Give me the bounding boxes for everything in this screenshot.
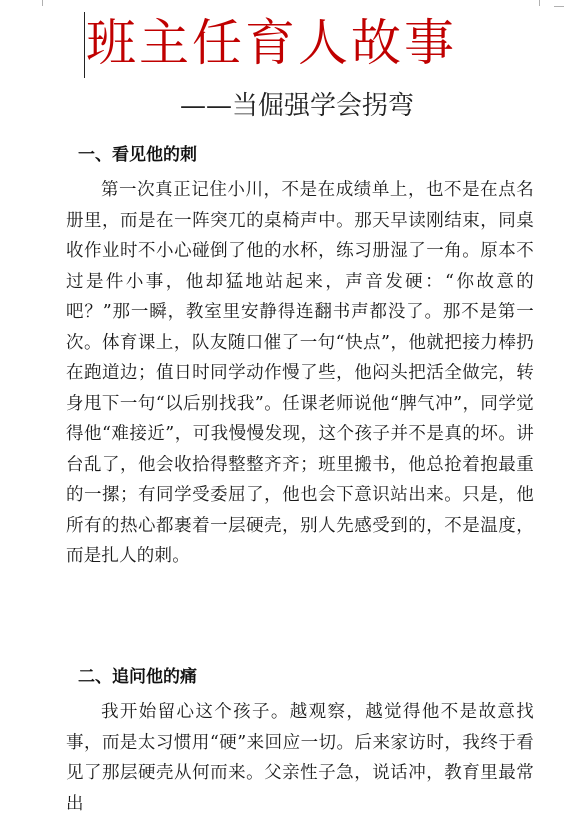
title-area[interactable] <box>72 8 502 78</box>
crop-mark-top-right <box>539 0 554 6</box>
document-title[interactable]: 班主任育人故事 <box>86 14 457 72</box>
text-cursor <box>84 12 85 78</box>
crop-mark-top-right-horizontal <box>554 6 564 7</box>
section-paragraph-2[interactable]: 我开始留心这个孩子。越观察，越觉得他不是故意找事，而是太习惯用“硬”来回应一切。后来家访时，我终于看见了那层硬壳从何而来。父亲性子急，说话冲，教育里最常出 <box>66 702 534 814</box>
section-heading-2[interactable]: 二、追问他的痛 <box>78 667 197 687</box>
crop-mark-top-left <box>28 0 43 6</box>
section-heading-1[interactable]: 一、看见他的刺 <box>78 145 197 165</box>
document-subtitle[interactable]: ——当倔强学会拐弯 <box>179 91 414 121</box>
section-paragraph-1[interactable]: 第一次真正记住小川，不是在成绩单上，也不是在点名册里，而是在一阵突兀的桌椅声中。那天早读刚结束，同桌收作业时不小心碰倒了他的水杯，练习册湿了一角。原本不过是件小事，他却猛地站起来，声音发硬：“你故意的吧？”那一瞬，教室里安静得连翻书声都没了。那不是第一次。体育课上，队友随口催了一句“快点”，他就把接力棒扔在跑道边；值日时同学动作慢了些，他闷头把活全做完，转身甩下一句“以后别找我”。任课老师说他“脾气冲”，同学觉得他“难接近”，可我慢慢发现，这个孩子并不是真的坏。讲台乱了，他会收拾得整整齐齐；班里搬书，他总抢着抱最重的一摞；有同学受委屈了，他也会下意识站出来。只是，他所有的热心都裹着一层硬壳，别人先感受到的，不是温度，而是扎人的刺。 <box>66 180 534 566</box>
